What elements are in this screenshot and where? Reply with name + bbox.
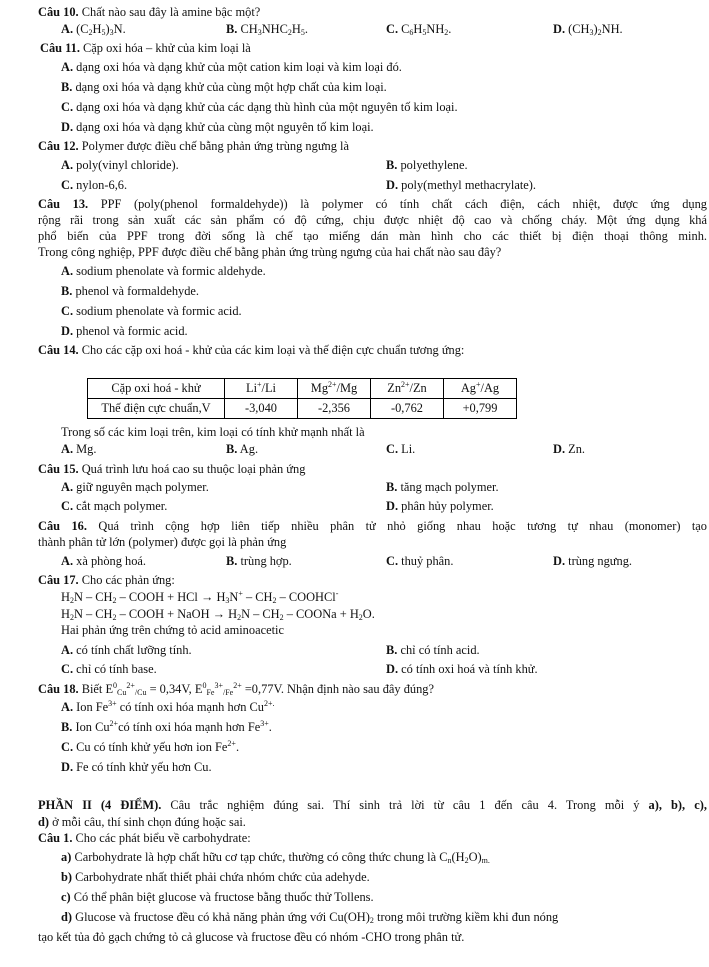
option-c: C. Cu có tính khử yếu hơn ion $Fe^{2+}$. [61,739,240,754]
option-c: C. sodium phenolate và formic acid. [61,304,242,318]
question-text: Quá trình lưu hoá cao su thuộc loại phản ứng [81,462,306,476]
question-number: Câu 15. [38,462,79,476]
question-17 [38,572,709,588]
question-13: Câu 13. PPF (poly(phenol formaldehyde)) là polymer có tính chất cách điện, cách nhiệt, được ứng dụng [38,197,707,211]
question-16: Câu 16. Quá trình cộng hợp liên tiếp nhiều phân tử nhỏ giống nhau hoặc tương tự nhau (monomer) tạo [38,519,707,533]
option-c: C. $C_6H_5NH_2$. [386,22,452,37]
option-a: A. $(C_2H_5)_3N$. [61,22,126,37]
option-d: D. dạng oxi hóa và dạng khử của cùng một nguyên tố kim loại. [61,120,374,134]
question-text: Polymer được điều chế bằng phản ứng trùng ngưng là [81,139,349,153]
table-row [88,379,517,399]
option-c: C. chỉ có tính base. [61,662,157,676]
option-a: A. poly(vinyl chloride). [61,158,179,172]
option-d: D. có tính oxi hoá và tính khử. [386,662,538,676]
question-16-line-2: thành phân tử lớn (polymer) được gọi là phản ứng [38,535,287,549]
option-d: D. trùng ngưng. [553,554,633,568]
question-number: Câu 18. [38,682,79,696]
table-cell: -3,040 [225,399,298,419]
table-cell: -0,762 [371,399,444,419]
option-d: D. Fe có tính khử yếu hơn Cu. [61,760,212,774]
option-b: B. Ion $Cu^{2+}có$ tính oxi hóa mạnh hơn $Fe^{3+}$. [61,719,272,734]
table-cell: +0,799 [444,399,517,419]
statement-a: a) Carbohydrate là hợp chất hữu cơ tạp chức, thường có công thức chung là $C_n(H_2O)_{m.}$ [61,850,490,865]
question-text: Chất nào sau đây là amine bậc một? [81,5,261,19]
reaction-1: $H_2N - CH_2$ – COOH + HCl → $H_3N^+ - CH_2$ – COOHCl- [61,589,339,605]
question-text: Cặp oxi hóa – khử của kim loại là [83,41,251,55]
statement-c: c) Có thể phân biệt glucose và fructose bằng thuốc thử Tollens. [61,890,374,904]
electrode-potential-table [87,378,517,419]
option-b: B. trùng hợp. [226,554,292,568]
part2-question-1 [38,830,709,846]
statement-b: b) Carbohydrate nhất thiết phải chứa nhóm chức của adehyde. [61,870,370,884]
question-14-stem: Trong số các kim loại trên, kim loại có tính khử mạnh nhất là [61,425,365,439]
option-b: B. tăng mạch polymer. [386,480,499,494]
question-11 [40,40,709,56]
option-a: A. dạng oxi hóa và dạng khử của một cation kim loại và kim loại đó. [61,60,402,74]
option-b: B. $CH_3NHC_2H_5$. [226,22,308,37]
question-17-stem: Hai phản ứng trên chứng tỏ acid aminoacetic [61,623,284,637]
question-text: Cho các cặp oxi hoá - khử của các kim loại và thế điện cực chuẩn tương ứng: [81,343,465,357]
option-a: A. có tính chất lưỡng tính. [61,643,192,657]
option-c: C. cắt mạch polymer. [61,499,168,513]
option-b: B. polyethylene. [386,158,468,172]
question-12 [38,138,709,154]
option-c: C. thuỷ phân. [386,554,454,568]
option-d: D. Zn. [553,442,586,456]
option-d: D. $(CH_3)_2NH$. [553,22,623,37]
question-18: Câu 18. Biết $E^0_{Cu}^{2+}_{/Cu} = 0,34V$, $E^0_{Fe}^{3+}_{/Fe}^{2+} =0,77V$. Nhận định nào sau đây đúng? [38,681,434,697]
question-number: Câu 10. [38,5,79,19]
statement-d-line-2: tạo kết tủa đỏ gạch chứng tỏ cả glucose và fructose đều có nhóm -CHO trong phân tử. [38,930,465,944]
question-number: Câu 11. [40,41,80,55]
question-text: Cho các phát biểu về carbohydrate: [75,831,251,845]
table-header-cell: Li+/Li [225,379,298,399]
question-13-line-2: rộng rãi trong sản xuất các sản phẩm có độ cứng, chịu được nhiệt độ cao và chống cháy. Một ứng dụng khá [38,213,707,227]
option-b: B. Ag. [226,442,259,456]
question-14 [38,342,709,358]
question-number: Câu 14. [38,343,79,357]
statement-d: d) Glucose và fructose đều có khả năng phản ứng với $Cu(OH)_2$ trong môi trường kiềm khi đun nóng [61,910,559,925]
option-a: A. giữ nguyên mạch polymer. [61,480,209,494]
option-b: B. phenol và formaldehyde. [61,284,200,298]
option-c: C. Li. [386,442,416,456]
table-header-cell: Ag+/Ag [444,379,517,399]
option-d: D. phenol và formic acid. [61,324,188,338]
table-cell: Thế điện cực chuẩn,V [88,399,225,419]
question-number: Câu 12. [38,139,79,153]
table-cell: -2,356 [298,399,371,419]
option-a: A. sodium phenolate và formic aldehyde. [61,264,266,278]
table-header-cell: Cặp oxi hoá - khử [88,379,225,399]
table-header-cell: $Zn^{2+}/Zn$ [371,379,444,399]
option-a: A. xà phòng hoá. [61,554,147,568]
option-c: C. dạng oxi hóa và dạng khử của các dạng thù hình của một nguyên tố kim loại. [61,100,458,114]
question-13-line-3: phổ biến của PPF trong đời sống là chế tạo miếng dán màn hình cho các thiết bị điện thoại thông minh. [38,229,707,243]
reaction-2: $H_2N - CH_2$ – COOH + NaOH → $H_2N - CH_2$ – COONa + $H_2O$. [61,607,375,622]
part-2-heading: PHẦN II (4 ĐIỂM). Câu trắc nghiệm đúng sai. Thí sinh trả lời từ câu 1 đến câu 4. Trong mỗi ý a), b), c), [38,798,707,812]
option-a: A. Mg. [61,442,97,456]
option-a: A. Ion $Fe^{3+}$ có tính oxi hóa mạnh hơn $Cu^{2+.}$ [61,699,275,714]
question-10 [38,4,709,20]
question-number: Câu 17. [38,573,79,587]
question-13-line-4: Trong công nghiệp, PPF được điều chế bằng phản ứng trùng ngưng của hai chất nào sau đây? [38,245,502,259]
table-row [88,399,517,419]
option-d: D. poly(methyl methacrylate). [386,178,537,192]
question-15 [38,461,709,477]
question-text: Cho các phản ứng: [81,573,175,587]
option-b: B. chỉ có tính acid. [386,643,480,657]
option-b: B. dạng oxi hóa và dạng khử của cùng một hợp chất của kim loại. [61,80,387,94]
option-c: C. nylon-6,6. [61,178,128,192]
question-number: Câu 1. [38,831,73,845]
option-d: D. phân hủy polymer. [386,499,494,513]
table-header-cell: $Mg^{2+}/Mg$ [298,379,371,399]
part-2-heading-line-2: d) ở mỗi câu, thí sinh chọn đúng hoặc sai. [38,815,246,829]
